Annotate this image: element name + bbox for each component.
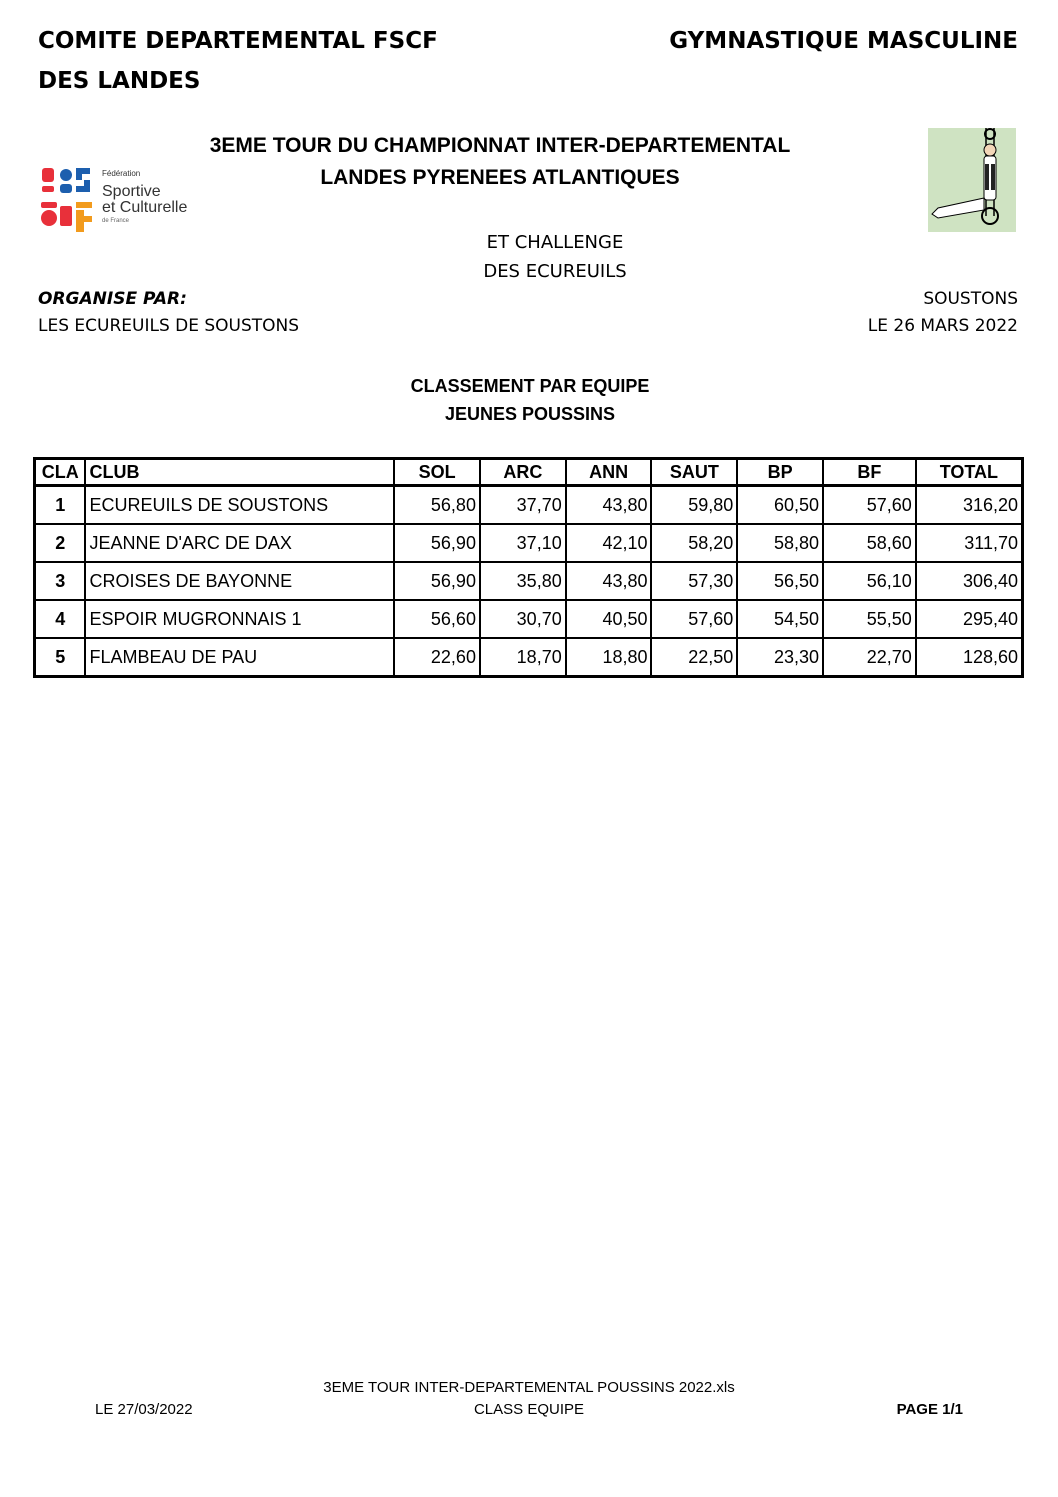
col-header-sol: SOL (394, 459, 480, 486)
bp-score: 56,50 (737, 562, 823, 600)
arc-score: 30,70 (480, 600, 566, 638)
classification-category: JEUNES POUSSINS (444, 404, 616, 424)
table-row (35, 638, 1023, 677)
competition-title-line1: 3EME TOUR DU CHAMPIONNAT INTER-DEPARTEMENTAL (209, 134, 791, 157)
logo-text-line1: Fédération (102, 169, 141, 178)
footer-print-date: LE 27/03/2022 (95, 1401, 193, 1418)
table-row (35, 562, 1023, 600)
club-cell: JEANNE D'ARC DE DAX (85, 524, 394, 562)
ann-score: 18,80 (566, 638, 652, 677)
event-date: LE 26 MARS 2022 (867, 316, 1018, 336)
bf-score: 57,60 (823, 486, 916, 525)
club-cell: CROISES DE BAYONNE (85, 562, 394, 600)
col-header-ann: ANN (566, 459, 652, 486)
col-header-saut: SAUT (651, 459, 737, 486)
organizer-name-line2: DES LANDES (38, 68, 201, 94)
saut-score: 57,30 (651, 562, 737, 600)
col-header-total: TOTAL (916, 459, 1023, 486)
saut-score: 22,50 (651, 638, 737, 677)
ann-score: 43,80 (566, 486, 652, 525)
bp-score: 58,80 (737, 524, 823, 562)
saut-score: 57,60 (651, 600, 737, 638)
arc-score: 37,10 (480, 524, 566, 562)
footer-page-number: PAGE 1/1 (896, 1401, 963, 1418)
arc-score: 18,70 (480, 638, 566, 677)
table-header-row (35, 459, 1023, 486)
ann-score: 40,50 (566, 600, 652, 638)
total-score: 311,70 (916, 524, 1023, 562)
total-score: 316,20 (916, 486, 1023, 525)
organized-by-label: ORGANISE PAR: (38, 289, 187, 309)
team-ranking-table (33, 457, 1024, 678)
table-row (35, 600, 1023, 638)
total-score: 295,40 (916, 600, 1023, 638)
event-place: SOUSTONS (923, 289, 1018, 309)
rank-cell: 4 (35, 600, 86, 638)
sol-score: 56,90 (394, 562, 480, 600)
organizer-name-line1: COMITE DEPARTEMENTAL FSCF (38, 28, 438, 54)
discipline-title: GYMNASTIQUE MASCULINE (669, 28, 1018, 54)
club-cell: FLAMBEAU DE PAU (85, 638, 394, 677)
organized-by-club: LES ECUREUILS DE SOUSTONS (38, 316, 300, 336)
col-header-bp: BP (737, 459, 823, 486)
footer-file-name: 3EME TOUR INTER-DEPARTEMENTAL POUSSINS 2022.xls (323, 1379, 735, 1396)
bp-score: 54,50 (737, 600, 823, 638)
logo-text-line2: Sportive (102, 183, 161, 200)
bp-score: 23,30 (737, 638, 823, 677)
col-header-arc: ARC (480, 459, 566, 486)
rank-cell: 5 (35, 638, 86, 677)
col-header-club: CLUB (85, 459, 394, 486)
rank-cell: 1 (35, 486, 86, 525)
club-cell: ECUREUILS DE SOUSTONS (85, 486, 394, 525)
bf-score: 22,70 (823, 638, 916, 677)
saut-score: 58,20 (651, 524, 737, 562)
classification-title: CLASSEMENT PAR EQUIPE (410, 376, 650, 396)
rank-cell: 2 (35, 524, 86, 562)
logo-text-line4: de France (102, 218, 130, 224)
footer-sheet-name: CLASS EQUIPE (473, 1401, 585, 1418)
sol-score: 56,60 (394, 600, 480, 638)
saut-score: 59,80 (651, 486, 737, 525)
bf-score: 56,10 (823, 562, 916, 600)
challenge-title-line1: ET CHALLENGE (486, 232, 624, 253)
sol-score: 56,80 (394, 486, 480, 525)
ann-score: 42,10 (566, 524, 652, 562)
sol-score: 56,90 (394, 524, 480, 562)
total-score: 128,60 (916, 638, 1023, 677)
col-header-bf: BF (823, 459, 916, 486)
col-header-cla: CLA (35, 459, 86, 486)
challenge-title-line2: DES ECUREUILS (483, 261, 627, 282)
arc-score: 35,80 (480, 562, 566, 600)
table-row (35, 486, 1023, 525)
sol-score: 22,60 (394, 638, 480, 677)
total-score: 306,40 (916, 562, 1023, 600)
club-cell: ESPOIR MUGRONNAIS 1 (85, 600, 394, 638)
bf-score: 55,50 (823, 600, 916, 638)
table-row (35, 524, 1023, 562)
logo-text-line3: et Culturelle (102, 199, 188, 216)
arc-score: 37,70 (480, 486, 566, 525)
rank-cell: 3 (35, 562, 86, 600)
bf-score: 58,60 (823, 524, 916, 562)
competition-title-line2: LANDES PYRENEES ATLANTIQUES (320, 166, 680, 189)
ann-score: 43,80 (566, 562, 652, 600)
bp-score: 60,50 (737, 486, 823, 525)
